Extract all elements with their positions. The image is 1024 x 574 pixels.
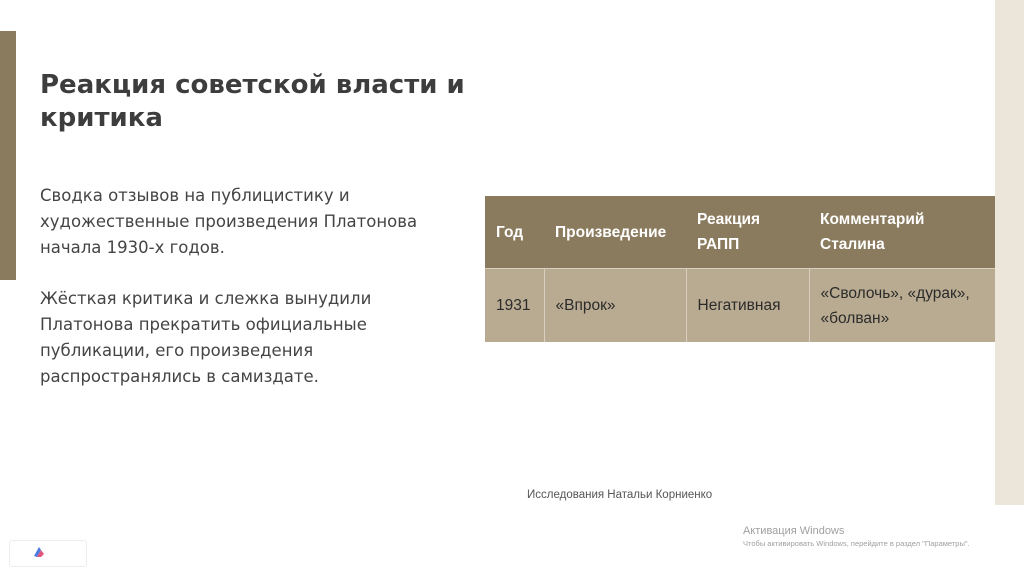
app-logo-icon <box>32 545 46 559</box>
watermark-subtitle: Чтобы активировать Windows, перейдите в раздел "Параметры". <box>743 539 970 548</box>
table-row <box>485 269 995 343</box>
header-work: Произведение <box>544 196 686 269</box>
criticism-paragraph: Жёсткая критика и слежка вынудили Платонова прекратить официальные публикации, его произведения распространялись в самиздате. <box>40 289 372 386</box>
reaction-table <box>485 196 995 342</box>
cell-year: 1931 <box>485 269 544 343</box>
header-rapp-reaction: Реакция РАПП <box>686 196 809 269</box>
right-accent-panel <box>995 0 1024 505</box>
windows-activation-watermark <box>743 524 970 550</box>
header-year: Год <box>485 196 544 269</box>
slide-title: Реакция советской власти и критика <box>40 70 465 133</box>
left-accent-bar <box>0 31 16 280</box>
header-stalin-comment: Комментарий Сталина <box>809 196 995 269</box>
summary-paragraph: Сводка отзывов на публицистику и художественные произведения Платонова начала 1930-х годов. <box>40 186 418 257</box>
cell-stalin-comment: «Сволочь», «дурак», «болван» <box>809 269 995 343</box>
bottom-left-widget[interactable] <box>9 540 87 567</box>
cell-rapp-reaction: Негативная <box>686 269 809 343</box>
watermark-title: Активация Windows <box>743 525 845 537</box>
table-header-row <box>485 196 995 269</box>
cell-work: «Впрок» <box>544 269 686 343</box>
slide-footer: Исследования Натальи Корниенко <box>527 489 713 501</box>
